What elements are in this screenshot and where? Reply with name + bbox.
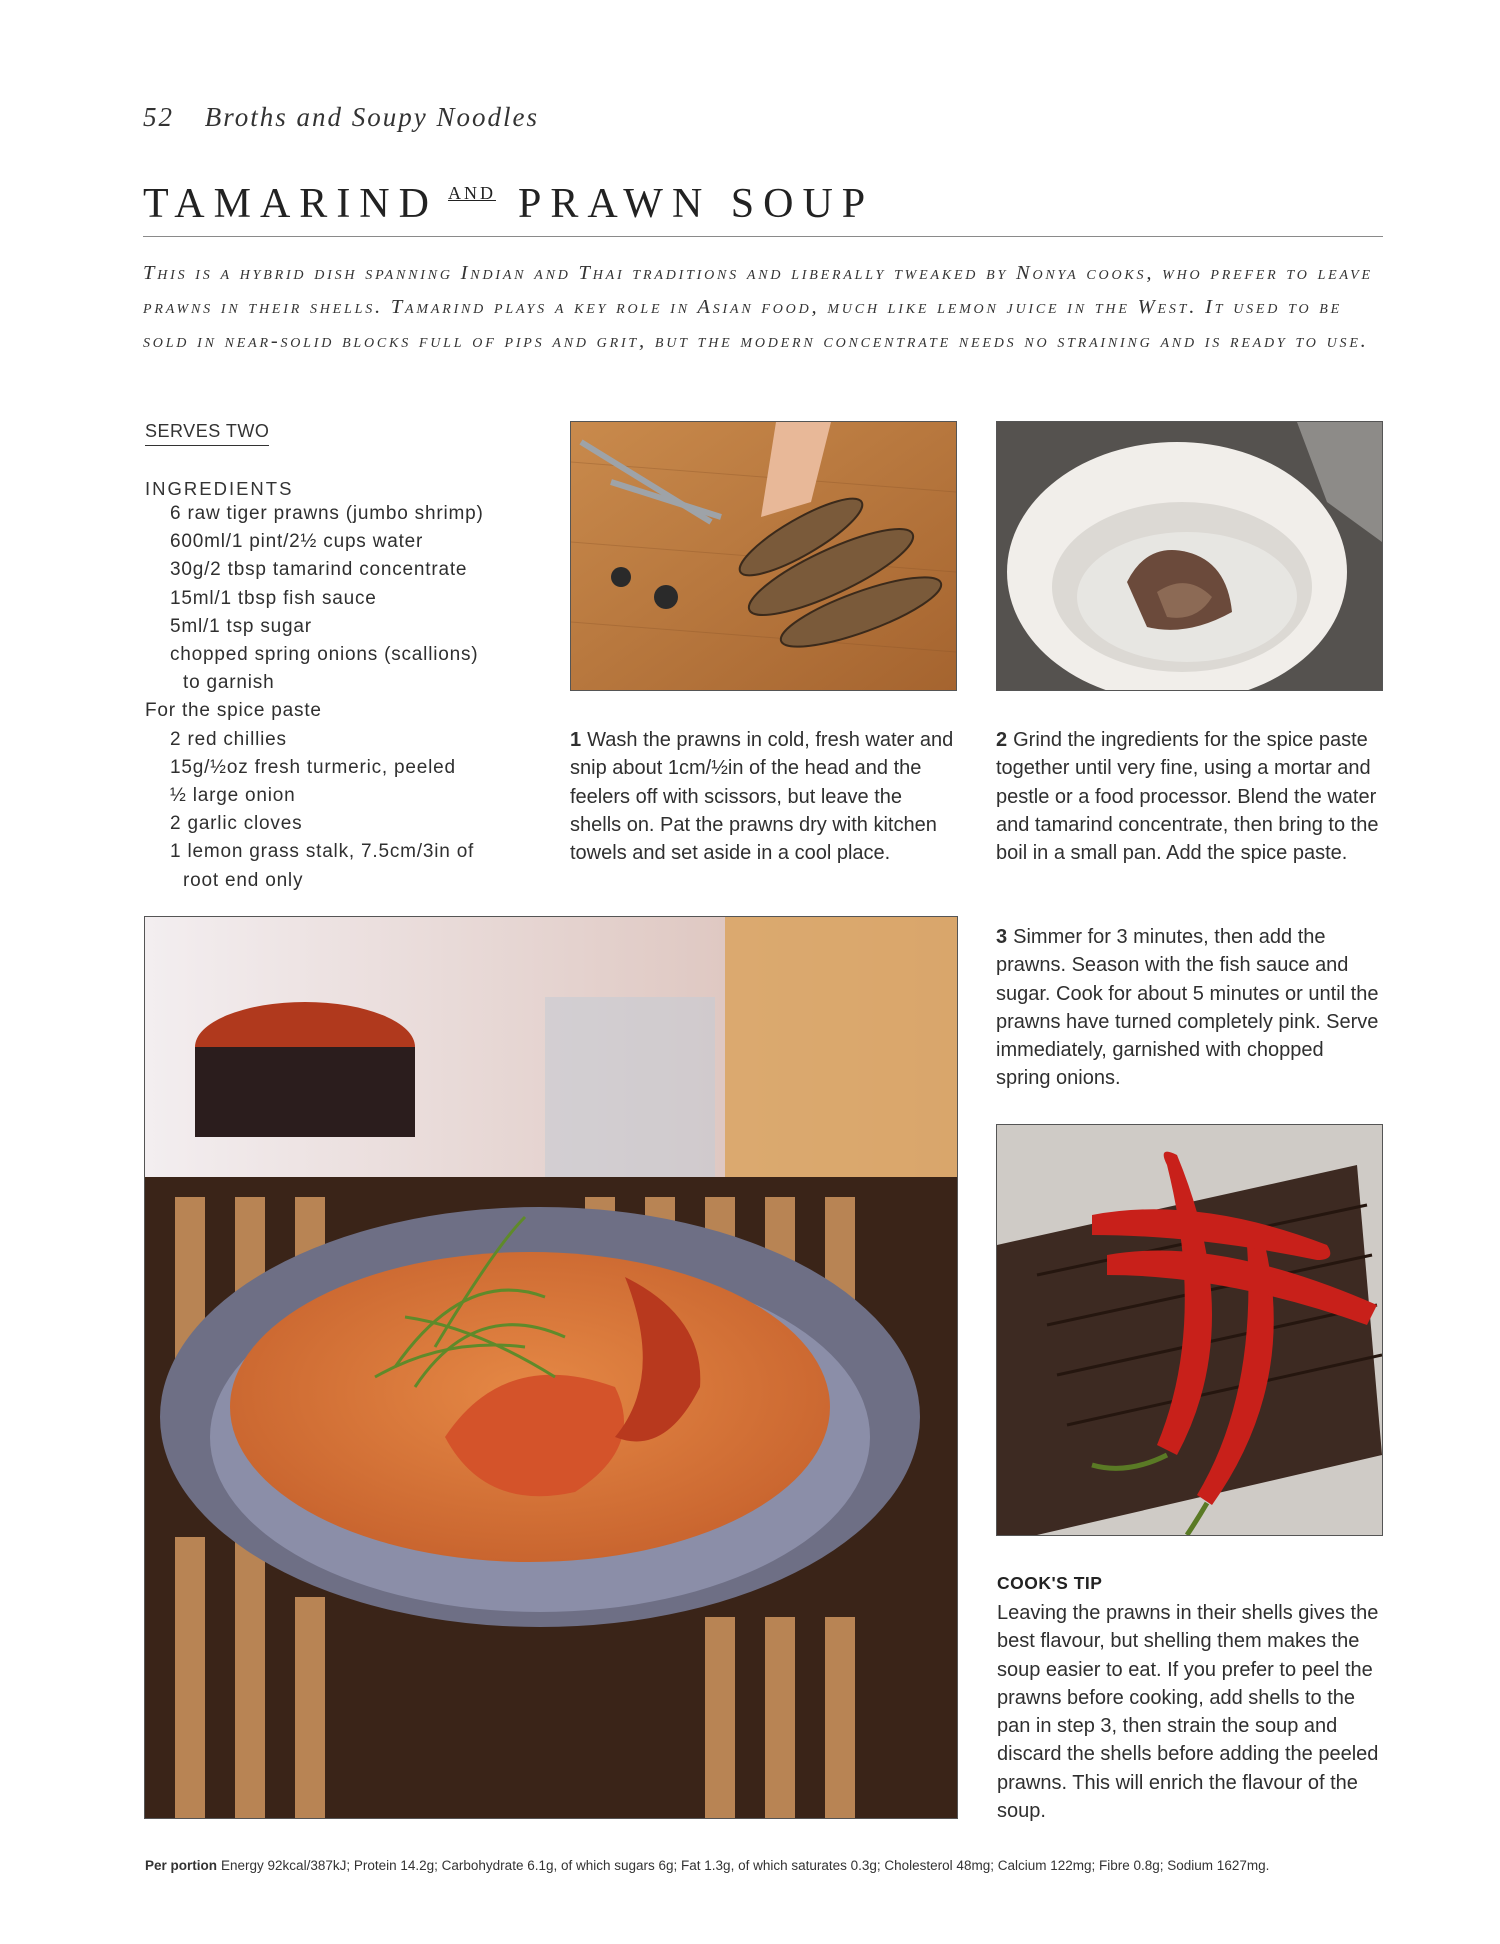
- photo-red-chillies: [996, 1124, 1383, 1536]
- step-text: Simmer for 3 minutes, then add the prawns. Season with the fish sauce and sugar. Cook for about 5 minutes or until the prawns have turned completely pink. Serve immediately, garnished with chopped spring onions.: [996, 926, 1379, 1090]
- serves-label: SERVES TWO: [145, 421, 269, 446]
- photo-snipping-prawns: [570, 421, 957, 691]
- spice-paste-item: 15g/½oz fresh turmeric, peeled: [170, 756, 456, 778]
- cooks-tip-heading: COOK'S TIP: [997, 1573, 1103, 1593]
- photo-prawn-soup: [144, 916, 958, 1819]
- step-text: Wash the prawns in cold, fresh water and snip about 1cm/½in of the head and the feelers off with scissors, but leave the shells on. Pat the prawns dry with kitchen towels and set aside in a cool place.: [570, 729, 954, 865]
- title-and: AND: [447, 183, 496, 203]
- section-title: Broths and Soupy Noodles: [204, 102, 539, 132]
- recipe-intro: This is a hybrid dish spanning Indian and Thai traditions and liberally tweaked by Nonya cooks, who prefer to leave prawns in their shells. Tamarind plays a key role in Asian food, much like lemon juice in the West. It used to be sold in near-solid blocks full of pips and grit, but the modern concentrate needs no straining and is ready to use.: [143, 262, 1373, 352]
- step-number: 3: [996, 926, 1008, 948]
- spice-paste-item: 2 garlic cloves: [170, 813, 303, 835]
- ingredient-item: to garnish: [183, 672, 275, 694]
- cooks-tip-text: Leaving the prawns in their shells gives the best flavour, but shelling them makes the soup easier to eat. If you prefer to peel the prawns before cooking, add shells to the pan in step 3, then strain the soup and discard the shells before adding the peeled prawns. This will enrich the flavour of the soup.: [997, 1602, 1379, 1823]
- step-2: [996, 726, 1381, 867]
- ingredient-item: 30g/2 tbsp tamarind concentrate: [170, 559, 468, 581]
- step-number: 2: [996, 729, 1008, 751]
- step-text: Grind the ingredients for the spice paste together until very fine, using a mortar and pestle or a food processor. Blend the water and tamarind concentrate, then bring to the boil in a small pan. Add the spice paste.: [996, 729, 1379, 865]
- ingredient-item: 600ml/1 pint/2½ cups water: [170, 531, 424, 553]
- ingredients-list: [145, 500, 525, 895]
- spice-paste-item: root end only: [183, 869, 304, 891]
- step-1: [570, 726, 955, 867]
- step-3: [996, 923, 1381, 1093]
- nutrition-values: Energy 92kcal/387kJ; Protein 14.2g; Carbohydrate 6.1g, of which sugars 6g; Fat 1.3g, of which saturates 0.3g; Cholesterol 48mg; Calcium 122mg; Fibre 0.8g; Sodium 1627mg.: [221, 1858, 1270, 1873]
- title-part-2: PRAWN SOUP: [517, 181, 875, 227]
- ingredients-heading: INGREDIENTS: [145, 478, 294, 499]
- ingredient-item: 15ml/1 tbsp fish sauce: [170, 587, 377, 609]
- recipe-title: [143, 180, 1383, 228]
- ingredient-item: 5ml/1 tsp sugar: [170, 615, 312, 637]
- ingredient-item: 6 raw tiger prawns (jumbo shrimp): [170, 503, 484, 524]
- spice-paste-item: ½ large onion: [170, 785, 296, 807]
- spice-paste-item: 2 red chillies: [170, 728, 287, 750]
- spice-paste-item: 1 lemon grass stalk, 7.5cm/3in of: [170, 841, 475, 863]
- ingredient-item: chopped spring onions (scallions): [170, 644, 479, 666]
- title-rule: [143, 236, 1383, 237]
- title-part-1: TAMARIND: [143, 181, 438, 227]
- page-number: 52: [143, 102, 174, 132]
- nutrition-label: Per portion: [145, 1858, 218, 1873]
- spice-paste-heading: For the spice paste: [145, 700, 322, 722]
- nutrition-info: [145, 1858, 1395, 1873]
- step-number: 1: [570, 729, 582, 751]
- photo-tamarind-bowl: [996, 421, 1383, 691]
- running-head: [143, 102, 539, 133]
